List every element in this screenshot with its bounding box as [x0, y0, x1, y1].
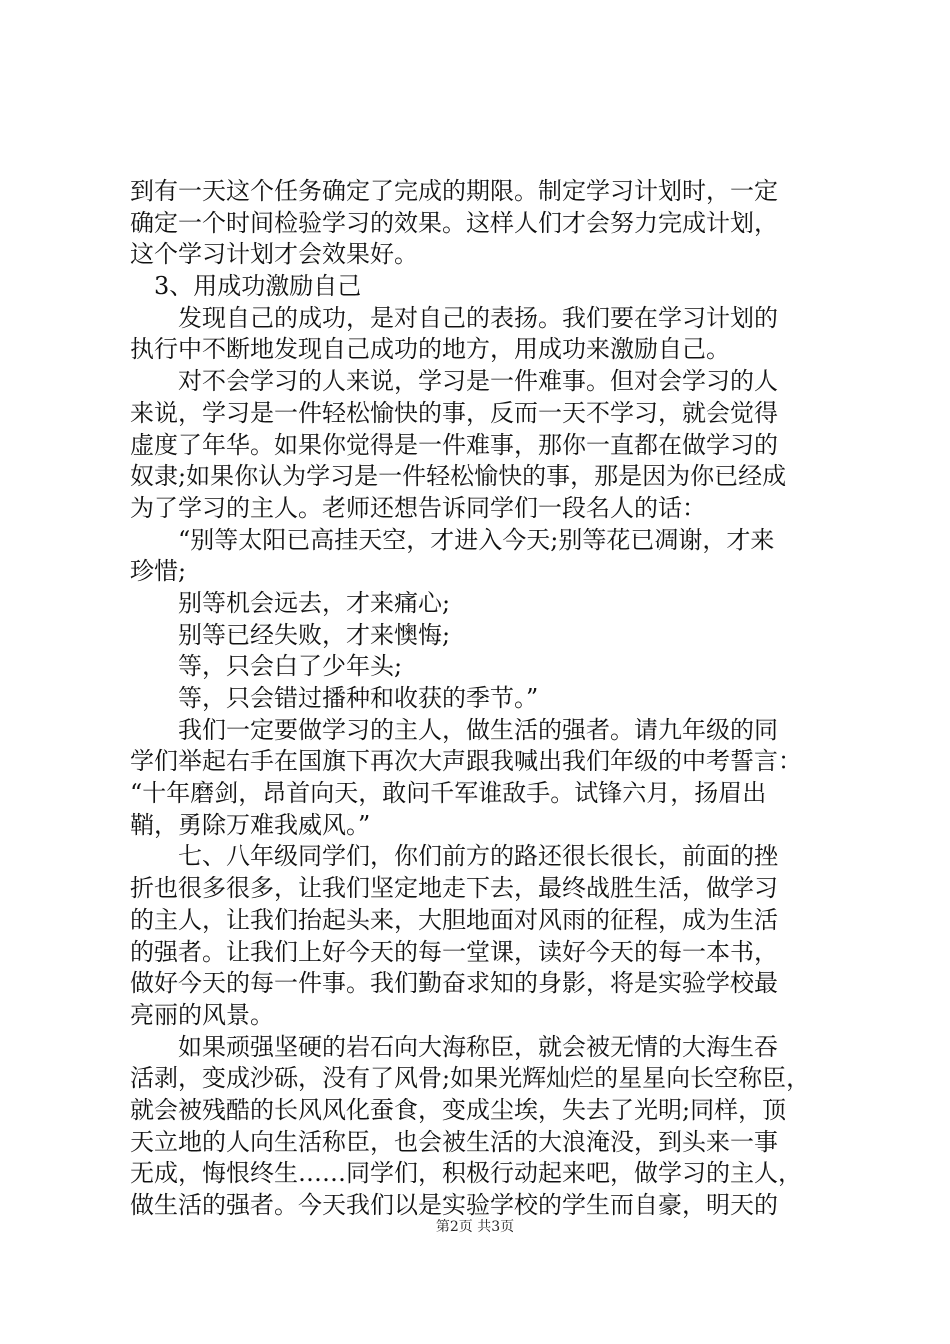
body-text — [130, 176, 830, 1222]
text-line: 确定一个时间检验学习的效果。这样人们才会努力完成计划， — [130, 208, 778, 237]
text-line: 学们举起右手在国旗下再次大声跟我喊出我们年级的中考誓言： — [130, 747, 802, 776]
text-line: 无成，悔恨终生……同学们，积极行动起来吧，做学习的主人， — [130, 1159, 802, 1188]
text-line: 做好今天的每一件事。我们勤奋求知的身影，将是实验学校最 — [130, 969, 778, 998]
text-line: 来说，学习是一件轻松愉快的事，反而一天不学习，就会觉得 — [130, 398, 778, 427]
text-line: 的主人，让我们抬起头来，大胆地面对风雨的征程，成为生活 — [130, 905, 778, 934]
text-line: 鞘，勇除万难我威风。” — [130, 810, 371, 839]
text-line: 对不会学习的人来说，学习是一件难事。但对会学习的人 — [130, 367, 778, 396]
quote-line: 珍惜; — [130, 557, 187, 586]
text-line: 活剥，变成沙砾，没有了风骨;如果光辉灿烂的星星向长空称臣， — [130, 1064, 811, 1093]
text-line: 奴隶;如果你认为学习是一件轻松愉快的事，那是因为你已经成 — [130, 462, 787, 491]
text-line: 发现自己的成功，是对自己的表扬。我们要在学习计划的 — [130, 303, 778, 332]
text-line: 执行中不断地发现自己成功的地方，用成功来激励自己。 — [130, 335, 730, 364]
text-line: 七、八年级同学们，你们前方的路还很长很长，前面的挫 — [130, 842, 778, 871]
text-line: 做生活的强者。今天我们以是实验学校的学生而自豪，明天的 — [130, 1191, 778, 1219]
text-line: 虚度了年华。如果你觉得是一件难事，那你一直都在做学习的 — [130, 430, 778, 459]
text-line: 如果顽强坚硬的岩石向大海称臣，就会被无情的大海生吞 — [130, 1032, 778, 1061]
text-line: 的强者。让我们上好今天的每一堂课，读好今天的每一本书， — [130, 937, 778, 966]
quote-line: “别等太阳已高挂天空，才进入今天;别等花已凋谢，才来 — [130, 525, 775, 554]
page-number-footer: 第2页 共3页 — [435, 1219, 515, 1235]
text-line: 我们一定要做学习的主人，做生活的强者。请九年级的同 — [130, 715, 778, 744]
text-line: 天立地的人向生活称臣，也会被生活的大浪淹没，到头来一事 — [130, 1127, 778, 1156]
text-line: 折也很多很多，让我们坚定地走下去，最终战胜生活，做学习 — [130, 874, 778, 903]
text-line: 亮丽的风景。 — [130, 1000, 274, 1029]
text-line: 到有一天这个任务确定了完成的期限。制定学习计划时，一定 — [130, 177, 778, 205]
text-line: “十年磨剑，昂首向天，敢问千军谁敌手。试锋六月，扬眉出 — [130, 779, 767, 808]
quote-line: 别等机会远去，才来痛心; — [130, 588, 451, 617]
text-line: 就会被残酷的长风风化蚕食，变成尘埃，失去了光明;同样，顶 — [130, 1095, 787, 1124]
quote-line: 等，只会白了少年头; — [130, 652, 403, 681]
text-line: 为了学习的主人。老师还想告诉同学们一段名人的话： — [130, 493, 706, 522]
section-heading: 3、用成功激励自己 — [130, 272, 362, 301]
text-line: 这个学习计划才会效果好。 — [130, 240, 418, 269]
quote-line: 等，只会错过播种和收获的季节。” — [130, 684, 539, 712]
quote-line: 别等已经失败，才来懊悔; — [130, 620, 451, 649]
